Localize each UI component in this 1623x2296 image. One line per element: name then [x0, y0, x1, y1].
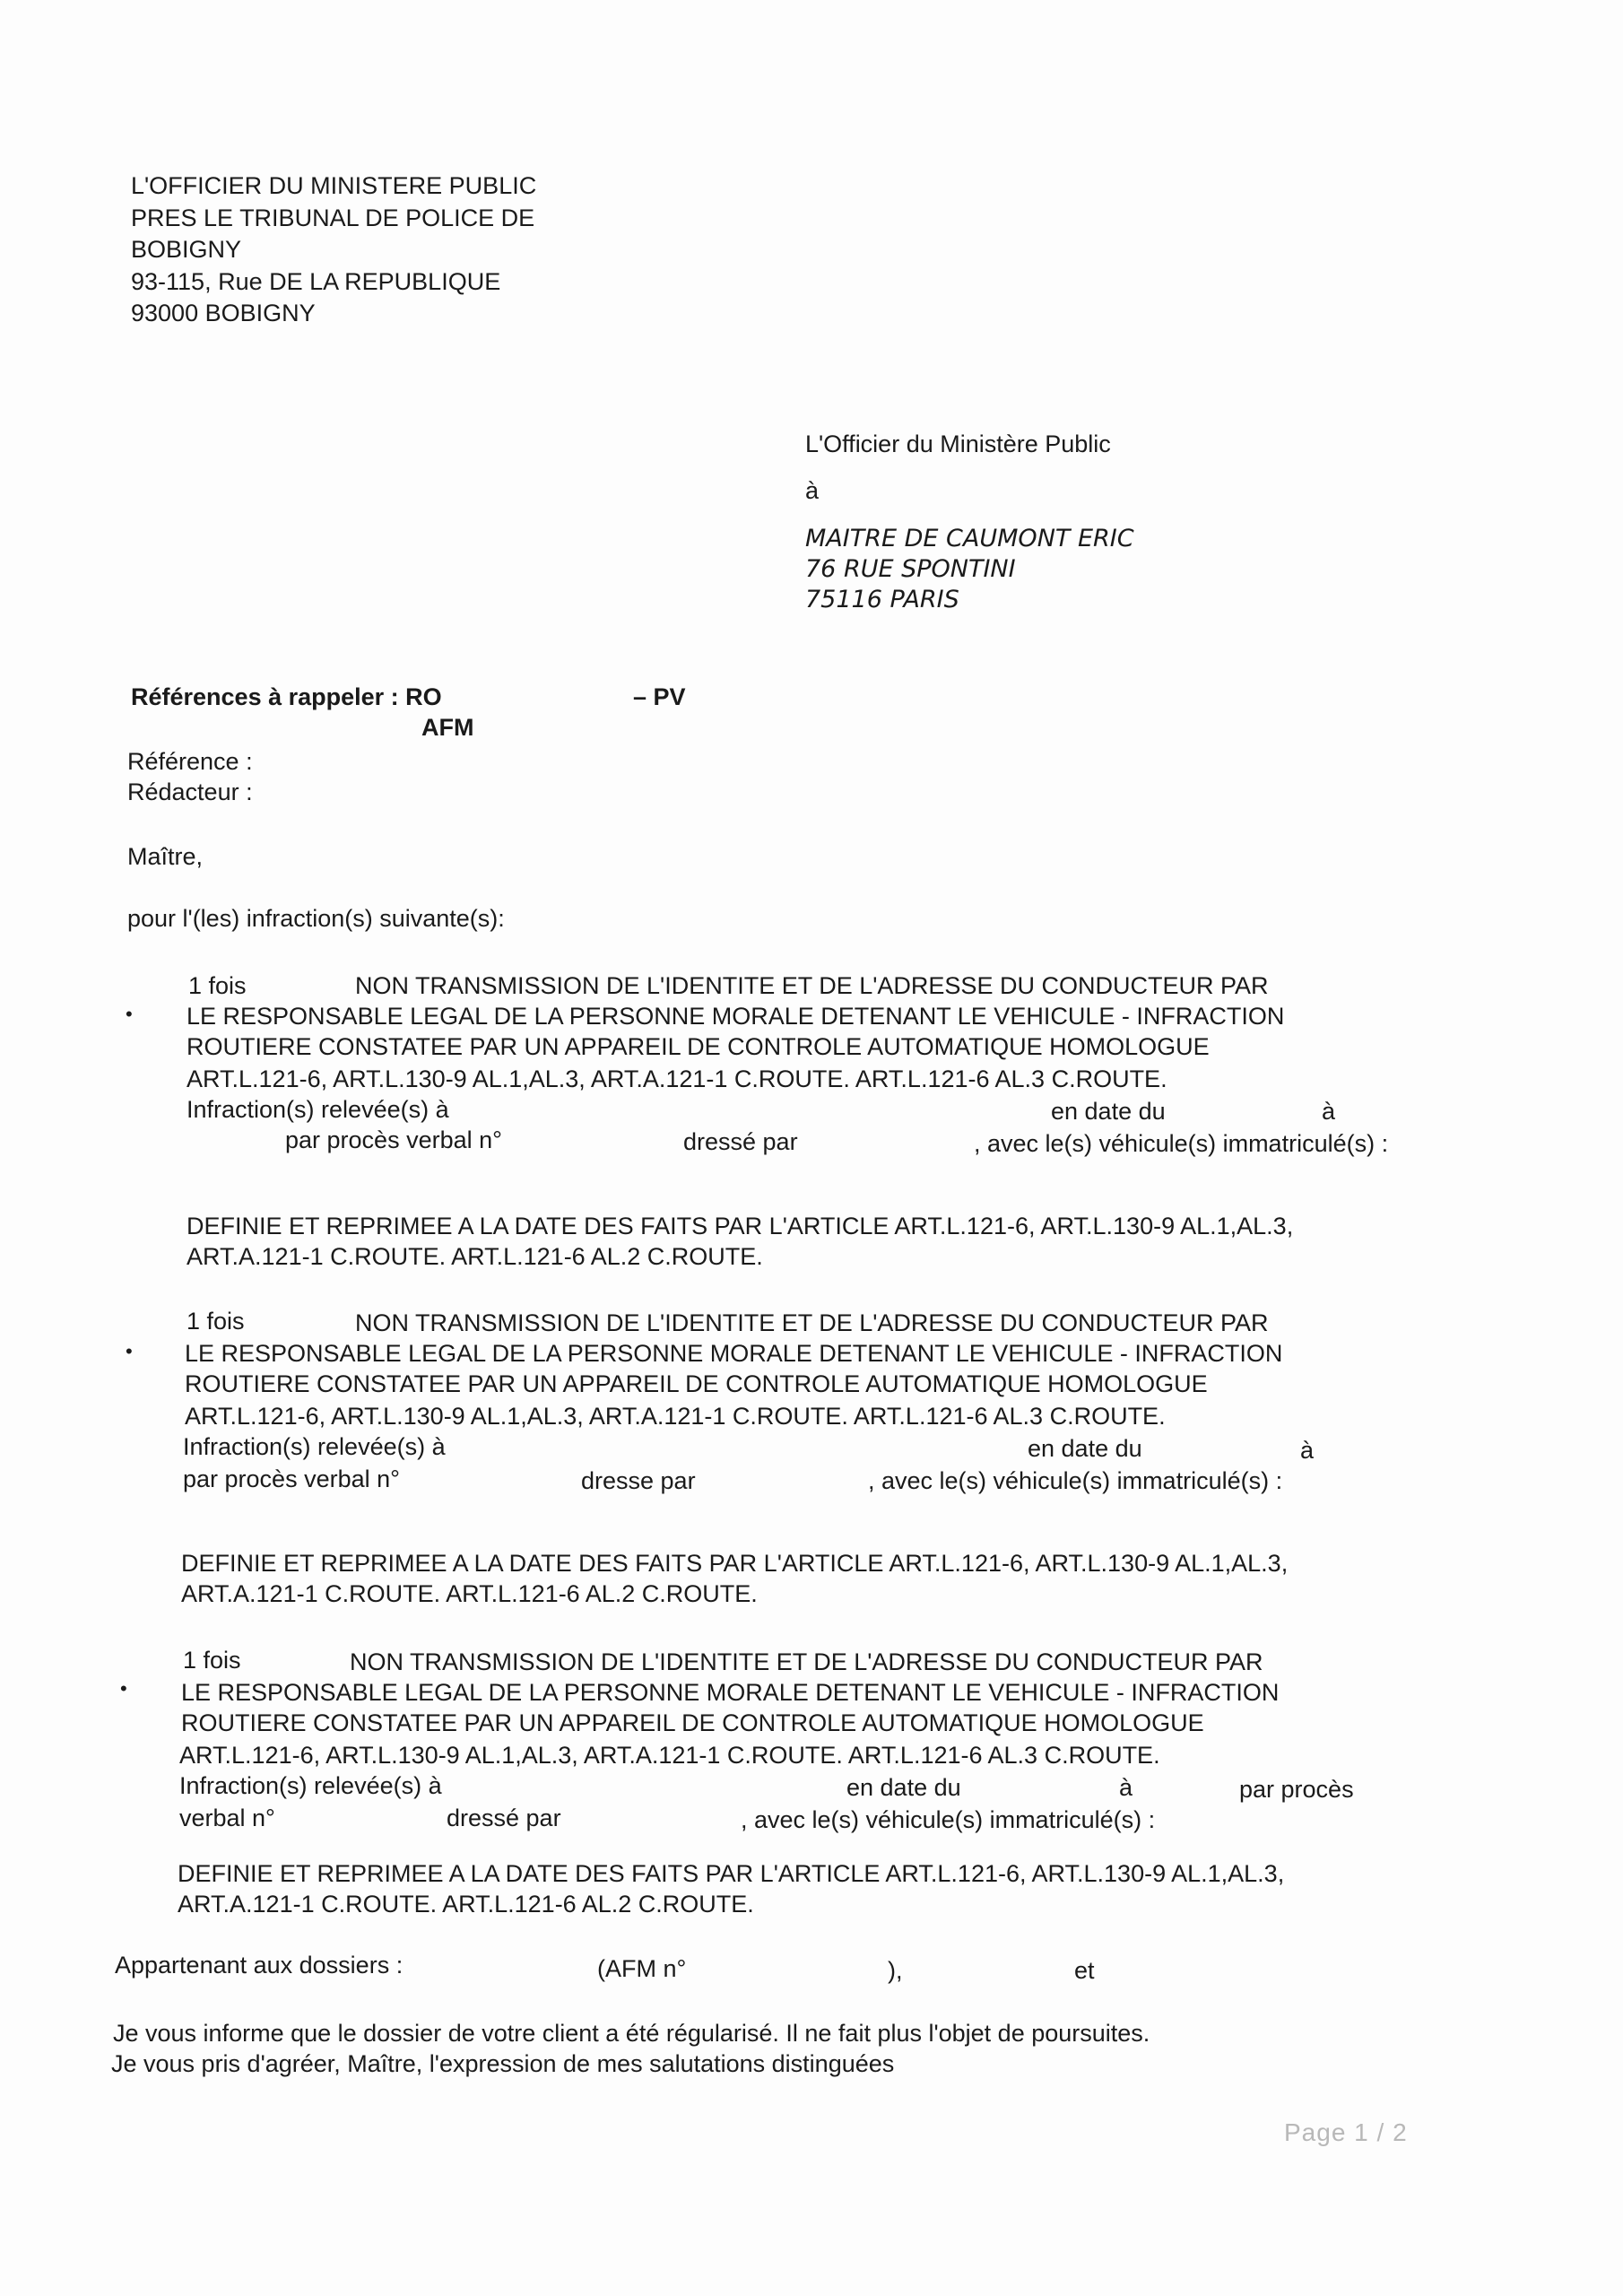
- infraction-dresse: dressé par: [447, 1805, 561, 1831]
- recipient-from: L'Officier du Ministère Public: [805, 430, 1111, 457]
- references-afm: AFM: [421, 714, 474, 741]
- infraction-count: 1 fois: [183, 1647, 241, 1674]
- sender-line: 93-115, Rue DE LA REPUBLIQUE: [131, 267, 501, 295]
- infraction-definie-line: DEFINIE ET REPRIMEE A LA DATE DES FAITS PAR L'ARTICLE ART.L.121-6, ART.L.130-9 AL.1,AL.3,: [178, 1860, 1285, 1887]
- infraction-definie-line: ART.A.121-1 C.ROUTE. ART.L.121-6 AL.2 C.ROUTE.: [187, 1243, 763, 1270]
- infraction-title-line: LE RESPONSABLE LEGAL DE LA PERSONNE MORALE DETENANT LE VEHICULE - INFRACTION: [181, 1679, 1280, 1706]
- dossiers-et: et: [1074, 1957, 1095, 1984]
- recipient-city: 75116 PARIS: [805, 586, 959, 613]
- bullet: •: [120, 1677, 127, 1700]
- infraction-vehicule: , avec le(s) véhicule(s) immatriculé(s) :: [974, 1130, 1389, 1157]
- recipient-street: 76 RUE SPONTINI: [805, 555, 1016, 583]
- dossiers-close: ),: [888, 1957, 903, 1984]
- sender-line: PRES LE TRIBUNAL DE POLICE DE: [131, 204, 535, 231]
- closing-line: Je vous informe que le dossier de votre client a été régularisé. Il ne fait plus l'objet de poursuites.: [113, 2020, 1150, 2047]
- infraction-title-line: ROUTIERE CONSTATEE PAR UN APPAREIL DE CONTROLE AUTOMATIQUE HOMOLOGUE: [185, 1370, 1208, 1397]
- infraction-dresse: dresse par: [581, 1467, 696, 1494]
- infraction-count: 1 fois: [187, 1308, 245, 1335]
- infraction-title-line: ROUTIERE CONSTATEE PAR UN APPAREIL DE CONTROLE AUTOMATIQUE HOMOLOGUE: [181, 1709, 1204, 1736]
- infraction-title-line: LE RESPONSABLE LEGAL DE LA PERSONNE MORALE DETENANT LE VEHICULE - INFRACTION: [185, 1340, 1283, 1367]
- infraction-title-line: LE RESPONSABLE LEGAL DE LA PERSONNE MORALE DETENANT LE VEHICULE - INFRACTION: [187, 1003, 1285, 1030]
- infraction-vehicule: , avec le(s) véhicule(s) immatriculé(s) :: [741, 1806, 1156, 1833]
- salutation: Maître,: [127, 843, 204, 870]
- references-label: [131, 683, 442, 711]
- references-label-text: Références à rappeler :: [131, 683, 399, 710]
- infraction-articles: ART.L.121-6, ART.L.130-9 AL.1,AL.3, ART.A.121-1 C.ROUTE. ART.L.121-6 AL.3 C.ROUTE.: [185, 1403, 1166, 1430]
- infraction-en-date: en date du: [846, 1774, 961, 1801]
- infraction-pv-label: par procès: [1239, 1776, 1354, 1803]
- dossiers-afm: (AFM n°: [597, 1955, 687, 1982]
- sender-line: 93000 BOBIGNY: [131, 300, 316, 326]
- infraction-a: à: [1322, 1098, 1336, 1125]
- sender-line: BOBIGNY: [131, 236, 242, 263]
- infraction-definie-line: ART.A.121-1 C.ROUTE. ART.L.121-6 AL.2 C.ROUTE.: [181, 1580, 758, 1607]
- infraction-dresse: dressé par: [683, 1128, 798, 1155]
- infraction-relevee: Infraction(s) relevée(s) à: [187, 1096, 449, 1123]
- infraction-vehicule: , avec le(s) véhicule(s) immatriculé(s) :: [868, 1467, 1283, 1494]
- recipient-name: MAITRE DE CAUMONT ERIC: [805, 525, 1134, 552]
- infraction-a: à: [1119, 1774, 1133, 1801]
- reference-field-label: Référence :: [127, 748, 253, 775]
- infraction-title-line: NON TRANSMISSION DE L'IDENTITE ET DE L'ADRESSE DU CONDUCTEUR PAR: [355, 1309, 1269, 1336]
- redacteur-field-label: Rédacteur :: [127, 778, 253, 805]
- dossiers-label: Appartenant aux dossiers :: [115, 1952, 404, 1979]
- infraction-definie-line: DEFINIE ET REPRIMEE A LA DATE DES FAITS PAR L'ARTICLE ART.L.121-6, ART.L.130-9 AL.1,AL.3,: [181, 1550, 1289, 1577]
- infraction-relevee: Infraction(s) relevée(s) à: [183, 1433, 446, 1460]
- infraction-en-date: en date du: [1051, 1098, 1166, 1125]
- references-pv: – PV: [633, 683, 686, 710]
- sender-address: [131, 170, 536, 330]
- sender-line: L'OFFICIER DU MINISTERE PUBLIC: [131, 172, 537, 199]
- intro-text: pour l'(les) infraction(s) suivante(s):: [127, 905, 505, 932]
- infraction-definie-line: ART.A.121-1 C.ROUTE. ART.L.121-6 AL.2 C.ROUTE.: [178, 1891, 754, 1918]
- infraction-title-line: ROUTIERE CONSTATEE PAR UN APPAREIL DE CONTROLE AUTOMATIQUE HOMOLOGUE: [187, 1033, 1210, 1060]
- bullet: •: [126, 1340, 133, 1362]
- page-number: Page 1 / 2: [1284, 2118, 1408, 2146]
- infraction-title-line: NON TRANSMISSION DE L'IDENTITE ET DE L'ADRESSE DU CONDUCTEUR PAR: [350, 1648, 1263, 1675]
- infraction-pv-label-cont: verbal n°: [179, 1805, 275, 1831]
- infraction-articles: ART.L.121-6, ART.L.130-9 AL.1,AL.3, ART.A.121-1 C.ROUTE. ART.L.121-6 AL.3 C.ROUTE.: [187, 1065, 1167, 1092]
- infraction-en-date: en date du: [1028, 1435, 1142, 1462]
- infraction-title-line: NON TRANSMISSION DE L'IDENTITE ET DE L'ADRESSE DU CONDUCTEUR PAR: [355, 972, 1269, 999]
- infraction-pv-label: par procès verbal n°: [183, 1465, 400, 1492]
- infraction-articles: ART.L.121-6, ART.L.130-9 AL.1,AL.3, ART.A.121-1 C.ROUTE. ART.L.121-6 AL.3 C.ROUTE.: [179, 1742, 1160, 1769]
- recipient-address: [805, 524, 1134, 615]
- recipient-to-word: à: [805, 477, 820, 504]
- infraction-definie-line: DEFINIE ET REPRIMEE A LA DATE DES FAITS PAR L'ARTICLE ART.L.121-6, ART.L.130-9 AL.1,AL.3,: [187, 1213, 1294, 1239]
- references-ro: RO: [405, 683, 442, 710]
- closing-line: Je vous pris d'agréer, Maître, l'expression de mes salutations distinguées: [111, 2050, 895, 2077]
- bullet: •: [126, 1003, 133, 1025]
- infraction-relevee: Infraction(s) relevée(s) à: [179, 1772, 442, 1799]
- infraction-count: 1 fois: [188, 972, 247, 999]
- infraction-pv-label: par procès verbal n°: [285, 1126, 502, 1153]
- infraction-a: à: [1300, 1437, 1315, 1464]
